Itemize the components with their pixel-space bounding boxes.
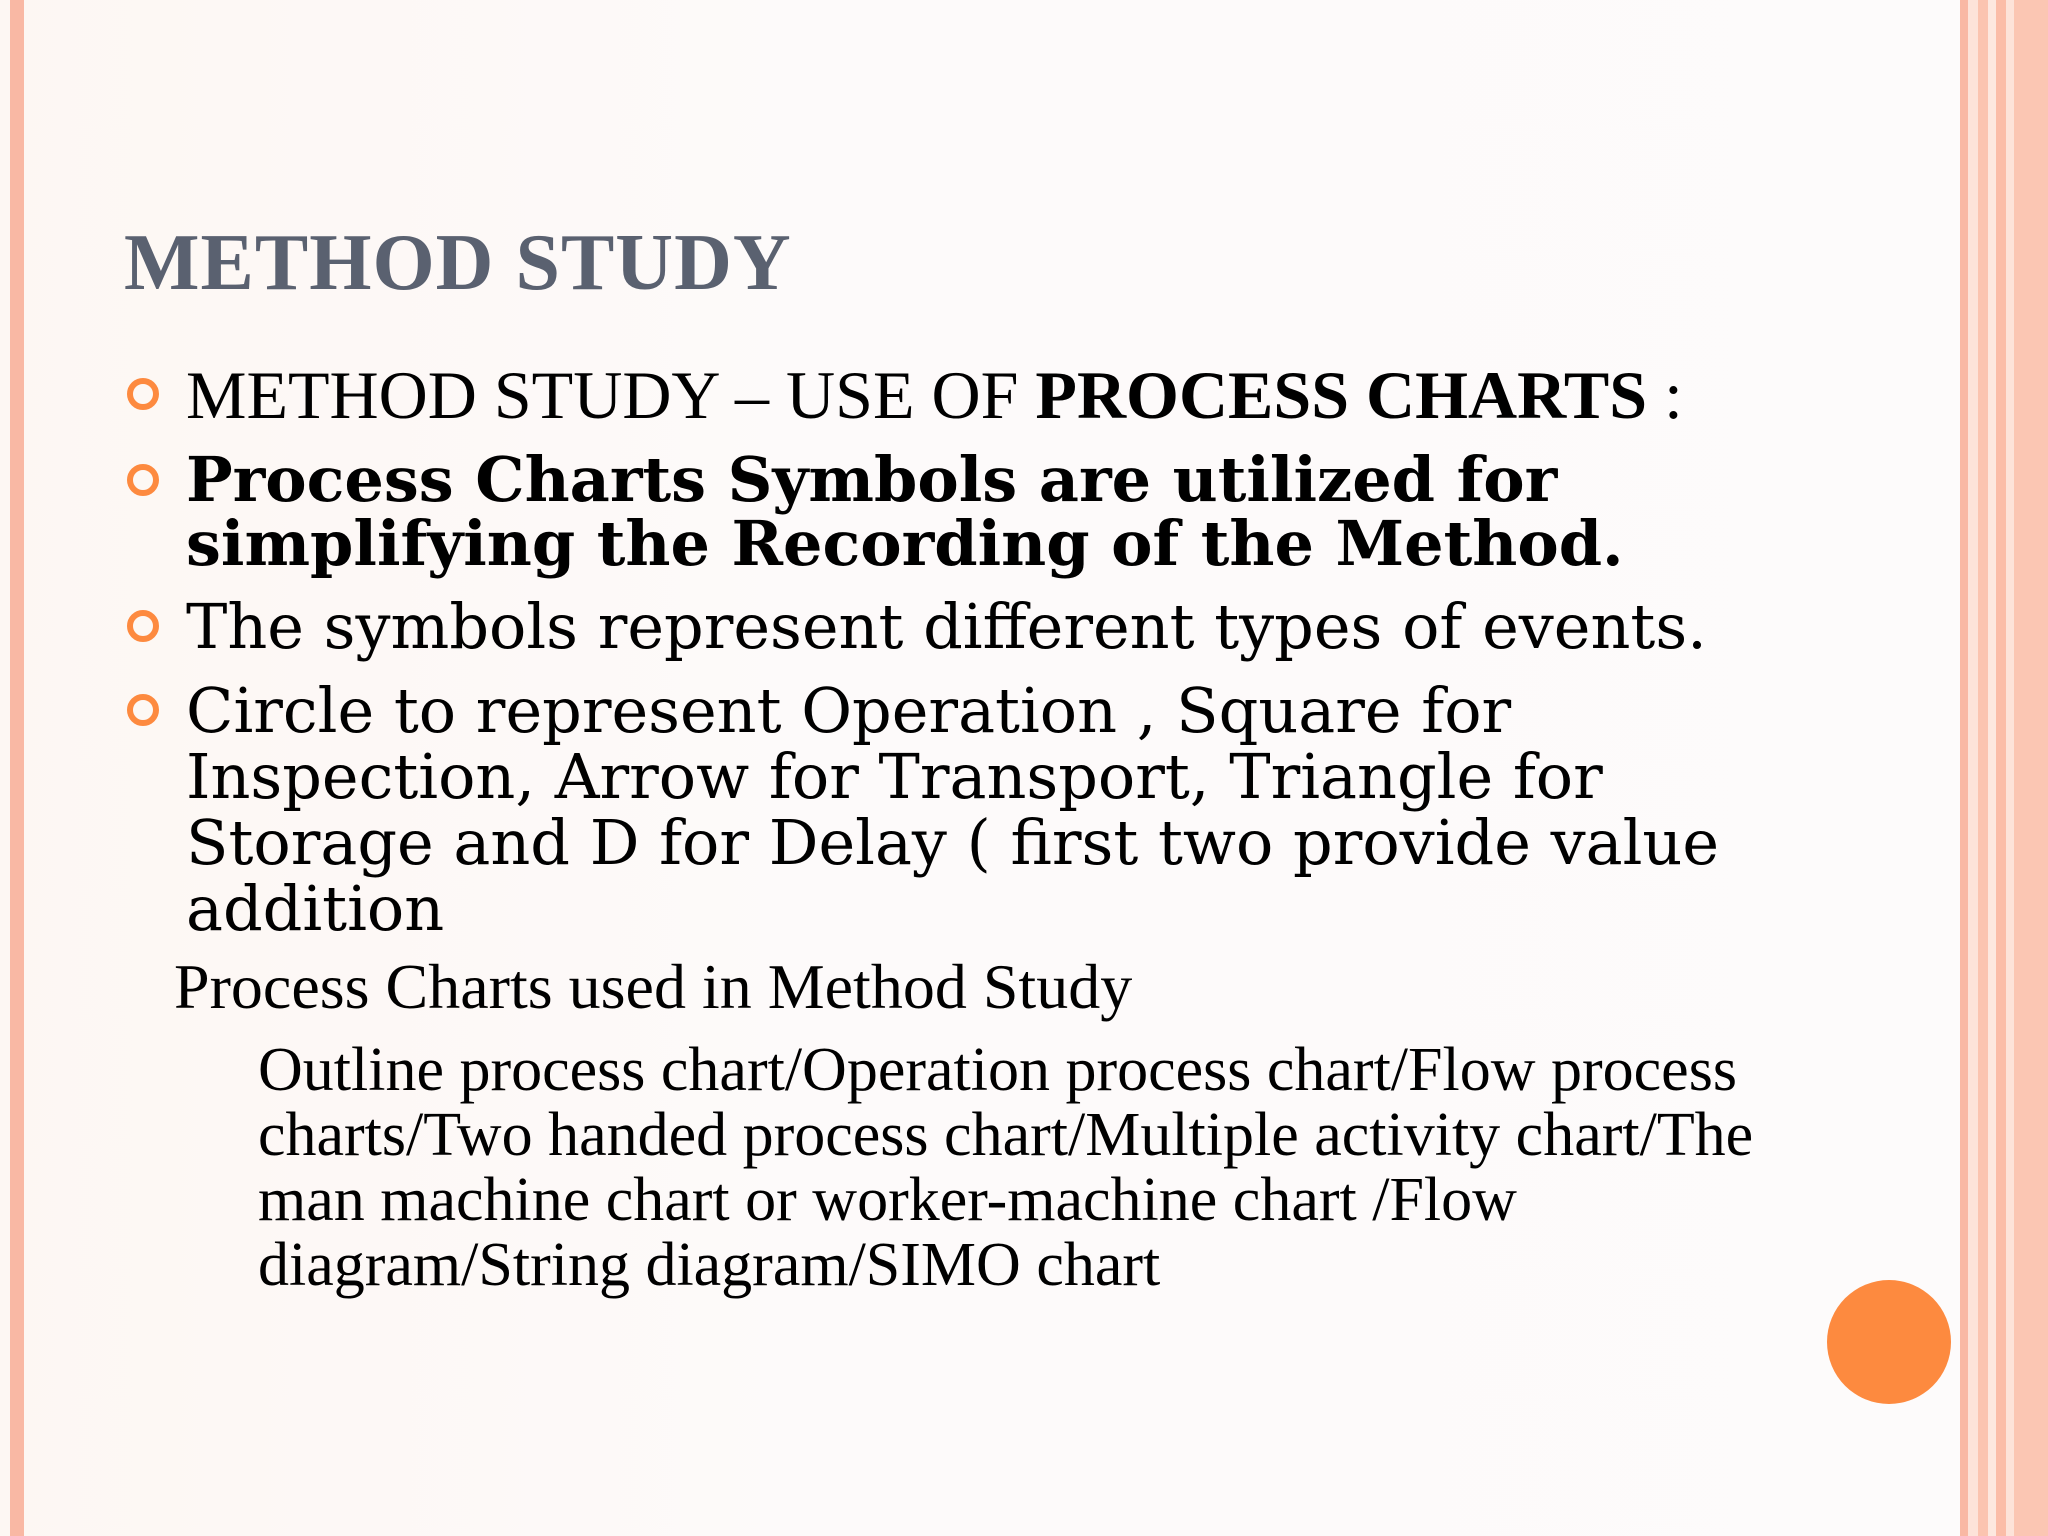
left-decorative-stripe [10, 0, 24, 1536]
orange-circle-decoration-icon [1827, 1280, 1951, 1404]
bullet-item [124, 357, 1764, 433]
bullet-item [124, 590, 1764, 663]
bullet-text: METHOD STUDY – USE OF [186, 357, 1036, 433]
bullet-ring-icon [127, 694, 159, 726]
process-charts-list: Outline process chart/Operation process chart/Flow process charts/Two handed process chart/Multiple activity chart/The man machine chart or worker-machine chart /Flow diagram/String diagram/SIMO chart [258, 1036, 1754, 1299]
bullet-text: Process Charts Symbols are utilized for simplifying the Recording of the Method. [186, 443, 1624, 580]
bullet-text: Circle to represent Operation , Square for Inspection, Arrow for Transport, Triangle for Storage and D for Delay ( first two provide value addition [186, 674, 1720, 945]
bullet-ring-icon [127, 378, 159, 410]
sub-heading: Process Charts used in Method Study [174, 951, 1133, 1022]
bullet-text-bold: PROCESS CHARTS [1035, 357, 1648, 433]
right-decorative-stripe [2006, 0, 2014, 1536]
right-decorative-stripe [1988, 0, 1996, 1536]
bullet-item [124, 674, 1764, 945]
bullet-list [124, 357, 1764, 960]
bullet-ring-icon [127, 610, 159, 642]
right-decorative-stripe [2014, 0, 2048, 1536]
right-decorative-stripe [1960, 0, 1968, 1536]
bullet-text: : [1647, 357, 1683, 433]
bullet-ring-icon [127, 464, 159, 496]
slide-title: METHOD STUDY [124, 219, 792, 307]
right-decorative-stripe [1968, 0, 1978, 1536]
right-decorative-stripe [1978, 0, 1988, 1536]
right-decorative-stripe [1996, 0, 2006, 1536]
bullet-item [124, 443, 1764, 580]
bullet-text: The symbols represent different types of events. [186, 590, 1707, 663]
